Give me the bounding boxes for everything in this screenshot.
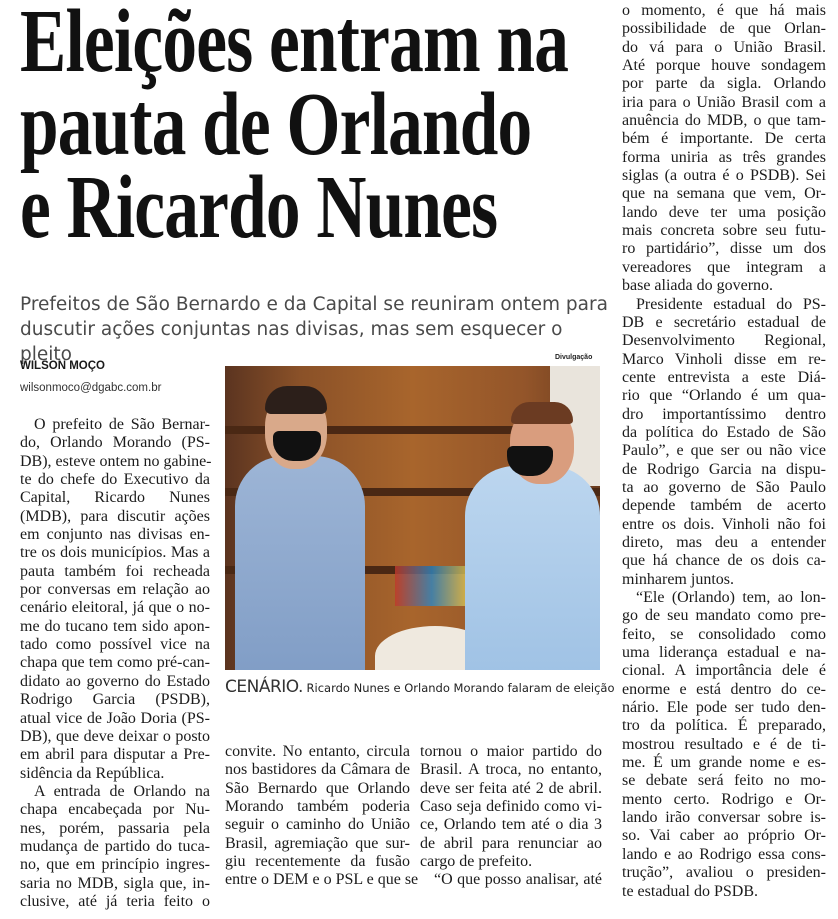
text-line: do, Orlando Morando (PS- — [20, 434, 210, 452]
text-line: tornou o maior partido do — [420, 743, 602, 760]
text-column-2 — [225, 743, 419, 890]
byline-author: WILSON MOÇO — [20, 360, 105, 372]
subheadline-line: duscutir ações conjuntas nas divisas, mas sem esquecer o pleito — [20, 319, 563, 365]
text-line: nos bastidores da Câmara de — [225, 761, 410, 779]
text-line: iria para o União Brasil com a — [622, 93, 826, 111]
text-line: possibilidade de que Orlan- — [622, 20, 826, 38]
photo-credit: Divulgação — [555, 354, 593, 361]
text-line: de abril para renunciar ao — [420, 834, 602, 852]
text-line: bém é importante. De certa — [622, 130, 826, 148]
text-line: A entrada de Orlando na — [34, 782, 210, 800]
text-line: Brasil, agremiação que sur- — [225, 834, 410, 852]
text-line: do vá para o União Brasil. — [622, 38, 826, 56]
text-line: em conjunto nas divisas en- — [20, 526, 210, 544]
text-line: DB), esteve ontem no gabine- — [20, 452, 212, 470]
text-line: entre os dois. Vinholi não foi — [622, 515, 826, 533]
headline-line: Eleições entram na — [20, 0, 569, 91]
text-line: mento certo. Rodrigo e Or- — [622, 790, 826, 808]
text-line: vereadores que integram a — [622, 258, 826, 276]
text-line: minharem juntos. — [622, 570, 734, 588]
person-right — [465, 466, 600, 670]
text-line: chapa encabeçada por Nu- — [20, 801, 210, 819]
text-line: mostrou resultado e é de ti- — [622, 735, 826, 753]
text-line: saria no MDB, sigla que, in- — [20, 874, 210, 892]
text-line: siglas (a outra é o PSDB). Sei — [622, 167, 826, 185]
text-line: O prefeito de São Bernar- — [34, 416, 210, 433]
text-line: me. É um grande nome e es- — [622, 754, 826, 772]
text-line: Marco Vinholi disse em re- — [622, 350, 826, 368]
text-line: “O que posso analisar, até — [434, 871, 602, 889]
text-line: cargo de prefeito. — [420, 853, 533, 871]
text-line: ce, Orlando tem até o dia 3 — [420, 816, 602, 834]
text-line: uma liderança estadual e na- — [622, 644, 826, 662]
text-line: Capital, Ricardo Nunes — [20, 489, 210, 507]
text-column-3 — [420, 743, 602, 890]
text-line: de Rodrigo Garcia na dispu- — [622, 460, 826, 478]
caption-text: Ricardo Nunes e Orlando Morando falaram de eleição — [302, 681, 615, 695]
text-line: sidência da República. — [20, 764, 165, 782]
text-line: (MDB), para discutir ações — [20, 507, 210, 525]
text-line: Paulo”, e que ser ou não vice — [622, 442, 826, 460]
text-line: entre o DEM e o PSL e que se — [225, 871, 419, 889]
text-line: São Bernardo que Orlando — [225, 779, 410, 797]
text-line: Até porque houve sondagem — [622, 57, 826, 75]
subheadline — [20, 292, 610, 367]
text-line: so. Vai caber ao próprio Or- — [622, 827, 826, 845]
text-line: no, que em princípio ingres- — [20, 856, 210, 874]
text-line: forma uniria as três grandes — [622, 148, 826, 166]
text-line: que há chance de os dois ca- — [622, 552, 826, 570]
text-line: seguir o caminho do União — [225, 816, 410, 834]
text-line: convite. No entanto, circula — [225, 743, 410, 760]
text-line: nes, porém, passaria pela — [20, 819, 210, 837]
text-column-1 — [20, 416, 210, 911]
text-line: te estadual do PSDB. — [622, 882, 758, 900]
text-line: lando deve ter uma posição — [622, 203, 826, 221]
text-line: cente entrevista a este Diá- — [622, 368, 826, 386]
text-line: da política do Estado de São — [622, 423, 826, 441]
text-line: trução”, avaliou o presiden- — [622, 864, 826, 882]
text-line: deve ser feita até 2 de abril. — [420, 779, 602, 797]
text-line: nário. Ele pode ser tudo den- — [622, 699, 826, 717]
text-line: lando e ao Rodrigo essa cons- — [622, 845, 826, 863]
text-line: tado como possível vice na — [20, 636, 210, 654]
text-line: feito, se consolidado como — [622, 625, 826, 643]
text-line: Caso seja definido como vi- — [420, 798, 602, 816]
text-line: pauta também foi recheada — [20, 562, 210, 580]
text-line: direto, mas deu a entender — [622, 533, 826, 551]
text-line: anuência do MDB, o que tam- — [622, 112, 826, 130]
text-line: DB), que deve deixar o posto — [20, 727, 210, 745]
text-line: por parte da sigla. Orlando — [622, 75, 826, 93]
text-line: depende também de acerto — [622, 497, 826, 515]
text-column-4 — [622, 2, 826, 901]
text-line: tre os dois municípios. Mas a — [20, 544, 210, 562]
text-line: em abril para disputar a Pre- — [20, 746, 210, 764]
text-line: mais concreta sobre seu futu- — [622, 222, 826, 240]
text-line: ta ao governo de São Paulo — [622, 478, 826, 496]
text-line: o momento, é que há mais — [622, 2, 826, 19]
text-line: tro da política. É preparado, — [622, 717, 826, 735]
text-line: giu recentemente da fusão — [225, 853, 410, 871]
text-line: mudança de partido do tuca- — [20, 837, 210, 855]
text-line: “Ele (Orlando) tem, ao lon- — [636, 589, 826, 606]
text-line: rio que “Orlando é um qua- — [622, 387, 826, 405]
text-line: por conversas em relação ao — [20, 581, 210, 599]
headline-line: e Ricardo Nunes — [20, 158, 498, 257]
text-line: cional. A importância dele é — [622, 662, 826, 680]
text-line: enorme e está dentro do ce- — [622, 680, 826, 698]
photo-caption — [225, 677, 615, 697]
text-line: te do chefe do Executivo da — [20, 471, 210, 489]
text-line: clusive, até já teria feito o — [20, 892, 210, 910]
text-line: go de seu mandato como pre- — [622, 607, 826, 625]
headline-line: pauta de Orlando — [20, 75, 532, 174]
text-line: Morando também poderia — [225, 798, 410, 816]
subheadline-line: Prefeitos de São Bernardo e da Capital se reuniram ontem para — [20, 294, 608, 315]
text-line: dro importantíssimo dentro — [622, 405, 826, 423]
text-line: cenário eleitoral, já que o no- — [20, 599, 210, 617]
text-line: se debate será feito no mo- — [622, 772, 826, 790]
caption-kicker: CENÁRIO. — [225, 677, 303, 697]
article-photo — [225, 366, 600, 670]
text-line: didato ao governo do Estado — [20, 672, 210, 690]
text-line: Rodrigo Garcia (PSDB), — [20, 691, 210, 709]
text-line: Desenvolvimento Regional, — [622, 332, 826, 350]
text-line: DB e secretário estadual de — [622, 313, 826, 331]
text-line: Presidente estadual do PS- — [636, 295, 826, 313]
text-line: atual vice de João Doria (PS- — [20, 709, 210, 727]
text-line: Brasil. A troca, no entanto, — [420, 761, 602, 779]
byline-email: wilsonmoco@dgabc.com.br — [20, 382, 162, 394]
person-left — [235, 456, 365, 670]
text-line: base aliada do governo. — [622, 277, 774, 295]
text-line: me do tucano tem sido apon- — [20, 617, 210, 635]
text-line: que na semana que vem, Or- — [622, 185, 826, 203]
text-line: lando irão conversar sobre is- — [622, 809, 826, 827]
headline — [20, 0, 605, 257]
text-line: ro partidário”, disse um dos — [622, 240, 826, 258]
text-line: chapa que tem como pré-can- — [20, 654, 210, 672]
